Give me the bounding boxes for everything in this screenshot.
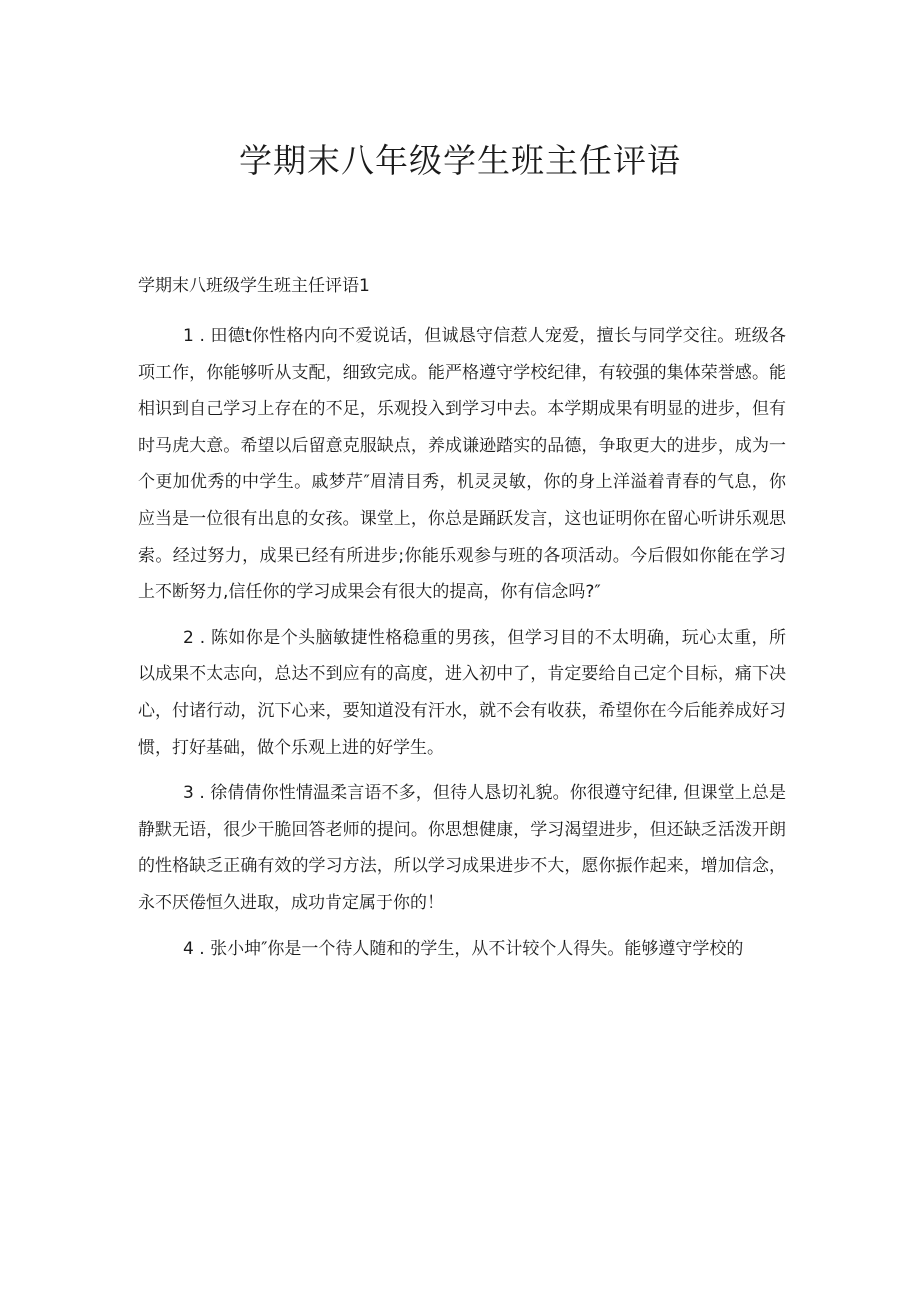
- paragraph-4: 4 . 张小坤″你是一个待人随和的学生，从不计较个人得失。能够遵守学校的: [183, 938, 744, 959]
- paragraph-3: 3 . 徐倩倩你性情温柔言语不多，但待人恳切礼貌。你很遵守纪律, 但课堂上总是静默无语，很少干脆回答老师的提问。你思想健康，学习渴望进步，但还缺乏活泼开朗的性格缺乏正确有效的学习方法，所以学习成果进步不大，愿你振作起来，增加信念，永不厌倦恒久进取，成功肯定属于你的！: [138, 783, 786, 913]
- section-heading: 学期末八班级学生班主任评语1: [138, 276, 370, 296]
- paragraph-2: 2 . 陈如你是个头脑敏捷性格稳重的男孩，但学习目的不太明确，玩心太重，所以成果不太志向，总达不到应有的高度，进入初中了，肯定要给自己定个目标，痛下决心，付诸行动，沉下心来，要知道没有汗水，就不会有收获，希望你在今后能养成好习惯，打好基础，做个乐观上进的好学生。: [138, 627, 786, 758]
- document-body: [138, 318, 786, 976]
- document-title: 学期末八年级学生班主任评语: [239, 141, 681, 180]
- paragraph-1: 1 . 田德t你性格内向不爱说话，但诚恳守信惹人宠爱，擅长与同学交往。班级各项工作，你能够听从支配，细致完成。能严格遵守学校纪律，有较强的集体荣誉感。能相识到自己学习上存在的不足，乐观投入到学习中去。本学期成果有明显的进步，但有时马虎大意。希望以后留意克服缺点，养成谦逊踏实的品德，争取更大的进步，成为一个更加优秀的中学生。戚梦芹″眉清目秀，机灵灵敏，你的身上洋溢着青春的气息，你应当是一位很有出息的女孩。课堂上，你总是踊跃发言，这也证明你在留心听讲乐观思索。经过努力，成果已经有所进步;你能乐观参与班的各项活动。今后假如你能在学习上不断努力,信任你的学习成果会有很大的提高，你有信念吗?″: [138, 326, 786, 603]
